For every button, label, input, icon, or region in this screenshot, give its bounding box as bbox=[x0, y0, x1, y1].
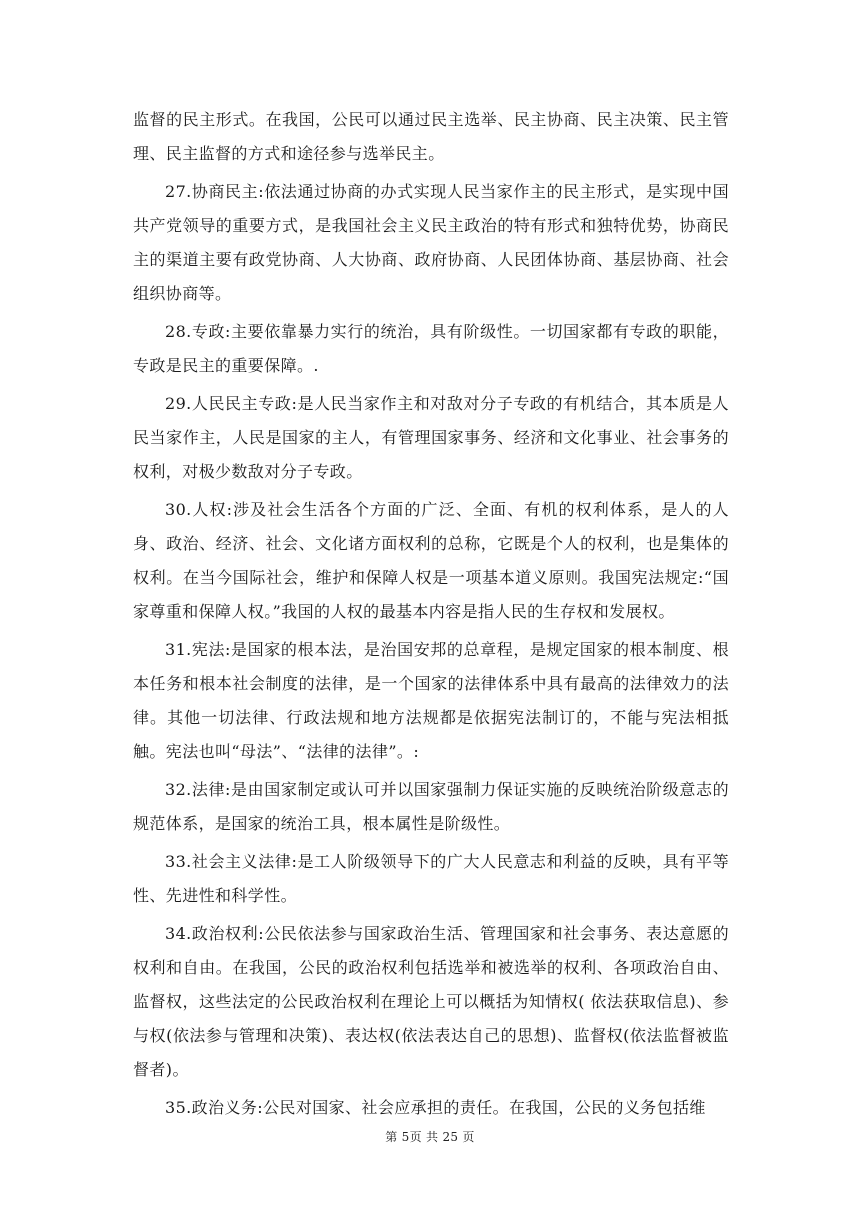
paragraph-28: 28.专政:主要依靠暴力实行的统治，具有阶级性。一切国家都有专政的职能，专政是民主的重要保障。. bbox=[133, 322, 729, 375]
paragraph-0: 监督的民主形式。在我国，公民可以通过民主选举、民主协商、民主决策、民主管理、民主监督的方式和途径参与选举民主。 bbox=[133, 110, 729, 163]
paragraph-27: 27.协商民主:依法通过协商的办式实现人民当家作主的民主形式，是实现中国共产党领导的重要方式，是我国社会主义民主政治的特有形式和独特优势，协商民主的渠道主要有政党协商、人大协商、政府协商、人民团体协商、基层协商、社会组织协商等。 bbox=[133, 182, 729, 303]
paragraph-34: 34.政治权利:公民依法参与国家政治生活、管理国家和社会事务、表达意愿的权利和自由。在我国，公民的政治权利包括选举和被选举的权利、各项政治自由、监督权，这些法定的公民政治权利在理论上可以概括为知情权( 依法获取信息)、参与权(依法参与管理和决策)、表达权(依法表达自己的思想)、监督权(依法监督被监督者)。 bbox=[133, 924, 729, 1079]
paragraph-32: 32.法律:是由国家制定或认可并以国家强制力保证实施的反映统治阶级意志的规范体系，是国家的统治工具，根本属性是阶级性。 bbox=[133, 780, 729, 833]
page-number-label: 第 5页 共 25 页 bbox=[385, 1130, 475, 1144]
paragraph-33: 33.社会主义法律:是工人阶级领导下的广大人民意志和利益的反映，具有平等性、先进性和科学性。 bbox=[133, 852, 729, 905]
paragraph-30: 30.人权:涉及社会生活各个方面的广泛、全面、有机的权利体系，是人的人身、政治、经济、社会、文化诸方面权利的总称，它既是个人的权利，也是集体的权利。在当今国际社会，维护和保障人权是一项基本道义原则。我国宪法规定:“国家尊重和保障人权。”我国的人权的最基本内容是指人民的生存权和发展权。 bbox=[133, 500, 729, 621]
paragraph-31: 31.宪法:是国家的根本法，是治国安邦的总章程，是规定国家的根本制度、根本任务和根本社会制度的法律，是一个国家的法律体系中具有最高的法律效力的法律。其他一切法律、行政法规和地方法规都是依据宪法制订的，不能与宪法相抵触。宪法也叫“母法”、“法律的法律”。: bbox=[133, 640, 729, 761]
paragraph-29: 29.人民民主专政:是人民当家作主和对敌对分子专政的有机结合，其本质是人民当家作主，人民是国家的主人，有管理国家事务、经济和文化事业、社会事务的权利，对极少数敌对分子专政。 bbox=[133, 394, 729, 481]
paragraph-35: 35.政治义务:公民对国家、社会应承担的责任。在我国，公民的义务包括维 bbox=[165, 1098, 706, 1117]
document-body bbox=[133, 103, 729, 1129]
page-footer bbox=[0, 1128, 860, 1145]
